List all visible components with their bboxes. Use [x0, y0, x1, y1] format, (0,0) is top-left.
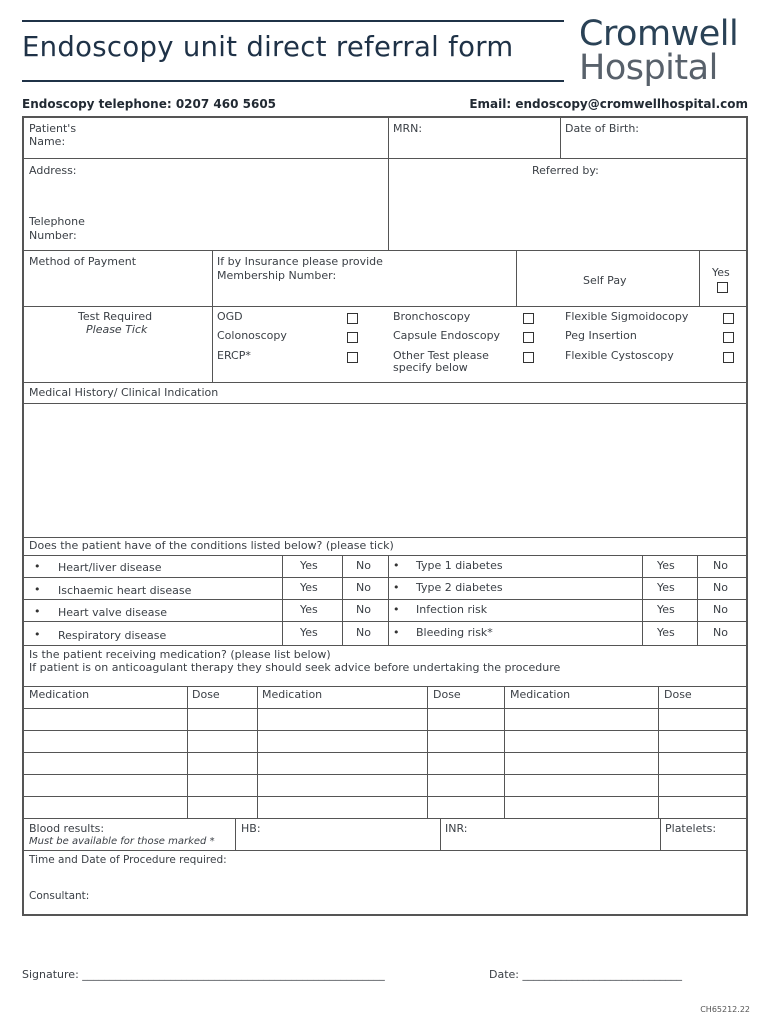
condition-yes[interactable]: Yes: [300, 603, 318, 616]
divider: [24, 403, 746, 404]
condition-ischaemic: Ischaemic heart disease: [58, 584, 192, 597]
test-cystoscopy-label: Flexible Cystoscopy: [565, 349, 674, 362]
condition-no[interactable]: No: [356, 559, 371, 572]
test-sigmoidoscopy-label: Flexible Sigmoidocopy: [565, 310, 689, 323]
medication-header-3: Medication: [510, 688, 571, 701]
test-cystoscopy-checkbox[interactable]: [723, 352, 734, 363]
insurance-label: If by Insurance please provide: [217, 255, 383, 268]
test-other-label-2: specify below: [393, 361, 468, 374]
condition-no[interactable]: No: [356, 626, 371, 639]
test-required-label: Test Required: [78, 310, 153, 323]
divider: [440, 818, 441, 850]
bullet: •: [393, 603, 400, 616]
telephone-label-2: Number:: [29, 229, 77, 242]
self-pay-yes-label: Yes: [712, 266, 730, 279]
divider: [212, 306, 213, 382]
divider: [24, 555, 746, 556]
divider: [24, 686, 746, 687]
divider: [24, 250, 746, 251]
bullet: •: [34, 605, 41, 618]
divider: [212, 250, 213, 306]
dose-header-2: Dose: [433, 688, 461, 701]
bullet: •: [34, 560, 41, 573]
condition-type1-diabetes: Type 1 diabetes: [416, 559, 503, 572]
test-sigmoidoscopy-checkbox[interactable]: [723, 313, 734, 324]
test-peg-checkbox[interactable]: [723, 332, 734, 343]
test-colonoscopy-label: Colonoscopy: [217, 329, 287, 342]
logo-hospital: Hospital: [579, 48, 718, 88]
referred-by-label: Referred by:: [532, 164, 599, 177]
condition-no[interactable]: No: [713, 559, 728, 572]
form-code: CH65212.22: [700, 1005, 750, 1014]
patient-name-label-2: Name:: [29, 135, 66, 148]
medication-header-2: Medication: [262, 688, 323, 701]
condition-yes[interactable]: Yes: [300, 559, 318, 572]
test-bronchoscopy-label: Bronchoscopy: [393, 310, 471, 323]
endoscopy-email[interactable]: Email: endoscopy@cromwellhospital.com: [469, 97, 748, 111]
bullet: •: [393, 626, 400, 639]
divider: [24, 774, 746, 775]
divider: [257, 686, 258, 818]
condition-no[interactable]: No: [713, 626, 728, 639]
divider: [388, 555, 389, 645]
divider: [24, 796, 746, 797]
divider: [24, 306, 746, 307]
logo-cromwell: Cromwell: [579, 14, 739, 54]
test-colonoscopy-checkbox[interactable]: [347, 332, 358, 343]
test-other-checkbox[interactable]: [523, 352, 534, 363]
divider: [24, 645, 746, 646]
condition-no[interactable]: No: [356, 603, 371, 616]
divider: [24, 708, 746, 709]
divider: [24, 730, 746, 731]
date-line[interactable]: Date: _____________________________: [489, 968, 682, 981]
divider: [187, 686, 188, 818]
condition-heart-liver: Heart/liver disease: [58, 561, 162, 574]
payment-method-label: Method of Payment: [29, 255, 137, 268]
bullet: •: [393, 581, 400, 594]
patient-name-label: Patient's: [29, 122, 77, 135]
condition-no[interactable]: No: [356, 581, 371, 594]
test-ogd-label: OGD: [217, 310, 243, 323]
divider: [24, 818, 746, 819]
test-peg-label: Peg Insertion: [565, 329, 637, 342]
divider: [24, 577, 746, 578]
header-rule-bottom: [22, 80, 564, 82]
divider: [388, 118, 389, 158]
please-tick-label: Please Tick: [86, 323, 148, 336]
condition-infection-risk: Infection risk: [416, 603, 488, 616]
platelets-label: Platelets:: [665, 822, 717, 835]
anticoagulant-note: If patient is on anticoagulant therapy they should seek advice before undertaking the procedure: [29, 661, 561, 674]
test-capsule-checkbox[interactable]: [523, 332, 534, 343]
inr-label: INR:: [445, 822, 468, 835]
medication-question: Is the patient receiving medication? (please list below): [29, 648, 331, 661]
divider: [24, 158, 746, 159]
signature-line[interactable]: Signature: _______________________________________________________: [22, 968, 385, 981]
divider: [504, 686, 505, 818]
condition-yes[interactable]: Yes: [657, 581, 675, 594]
test-capsule-label: Capsule Endoscopy: [393, 329, 501, 342]
divider: [699, 250, 700, 306]
divider: [658, 686, 659, 818]
divider: [282, 555, 283, 645]
telephone-label: Telephone: [29, 215, 85, 228]
condition-yes[interactable]: Yes: [300, 626, 318, 639]
header-rule-top: [22, 20, 564, 22]
bullet: •: [34, 583, 41, 596]
condition-heart-valve: Heart valve disease: [58, 606, 167, 619]
medical-history-label: Medical History/ Clinical Indication: [29, 386, 219, 399]
medical-history-field[interactable]: [26, 405, 744, 535]
address-label: Address:: [29, 164, 77, 177]
dose-header-3: Dose: [664, 688, 692, 701]
test-ercp-checkbox[interactable]: [347, 352, 358, 363]
divider: [342, 555, 343, 645]
consultant-label: Consultant:: [29, 890, 90, 902]
condition-yes[interactable]: Yes: [300, 581, 318, 594]
referral-form: [22, 116, 748, 916]
conditions-question: Does the patient have of the conditions listed below? (please tick): [29, 539, 394, 552]
condition-no[interactable]: No: [713, 581, 728, 594]
self-pay-label: Self Pay: [583, 274, 627, 287]
divider: [516, 250, 517, 306]
condition-yes[interactable]: Yes: [657, 626, 675, 639]
divider: [697, 555, 698, 645]
page-title: Endoscopy unit direct referral form: [22, 31, 514, 63]
medication-header-1: Medication: [29, 688, 90, 701]
test-ogd-checkbox[interactable]: [347, 313, 358, 324]
blood-results-label: Blood results:: [29, 822, 105, 835]
condition-yes[interactable]: Yes: [657, 603, 675, 616]
bullet: •: [393, 559, 400, 572]
divider: [24, 599, 746, 600]
endoscopy-telephone: Endoscopy telephone: 0207 460 5605: [22, 97, 277, 111]
divider: [660, 818, 661, 850]
divider: [24, 537, 746, 538]
divider: [388, 158, 389, 250]
condition-no[interactable]: No: [713, 603, 728, 616]
divider: [642, 555, 643, 645]
self-pay-checkbox[interactable]: [717, 282, 728, 293]
divider: [24, 382, 746, 383]
membership-label: Membership Number:: [217, 269, 337, 282]
dose-header-1: Dose: [192, 688, 220, 701]
divider: [427, 686, 428, 818]
mrn-label: MRN:: [393, 122, 423, 135]
condition-respiratory: Respiratory disease: [58, 629, 167, 642]
blood-results-note: Must be available for those marked *: [29, 836, 215, 847]
procedure-time-label: Time and Date of Procedure required:: [29, 854, 227, 866]
divider: [24, 752, 746, 753]
test-other-label: Other Test please: [393, 349, 489, 362]
bullet: •: [34, 628, 41, 641]
test-bronchoscopy-checkbox[interactable]: [523, 313, 534, 324]
dob-label: Date of Birth:: [565, 122, 640, 135]
divider: [235, 818, 236, 850]
condition-type2-diabetes: Type 2 diabetes: [416, 581, 503, 594]
divider: [24, 621, 746, 622]
hb-label: HB:: [241, 822, 261, 835]
condition-yes[interactable]: Yes: [657, 559, 675, 572]
divider: [560, 118, 561, 158]
condition-bleeding-risk: Bleeding risk*: [416, 626, 493, 639]
divider: [24, 850, 746, 851]
test-ercp-label: ERCP*: [217, 349, 251, 362]
